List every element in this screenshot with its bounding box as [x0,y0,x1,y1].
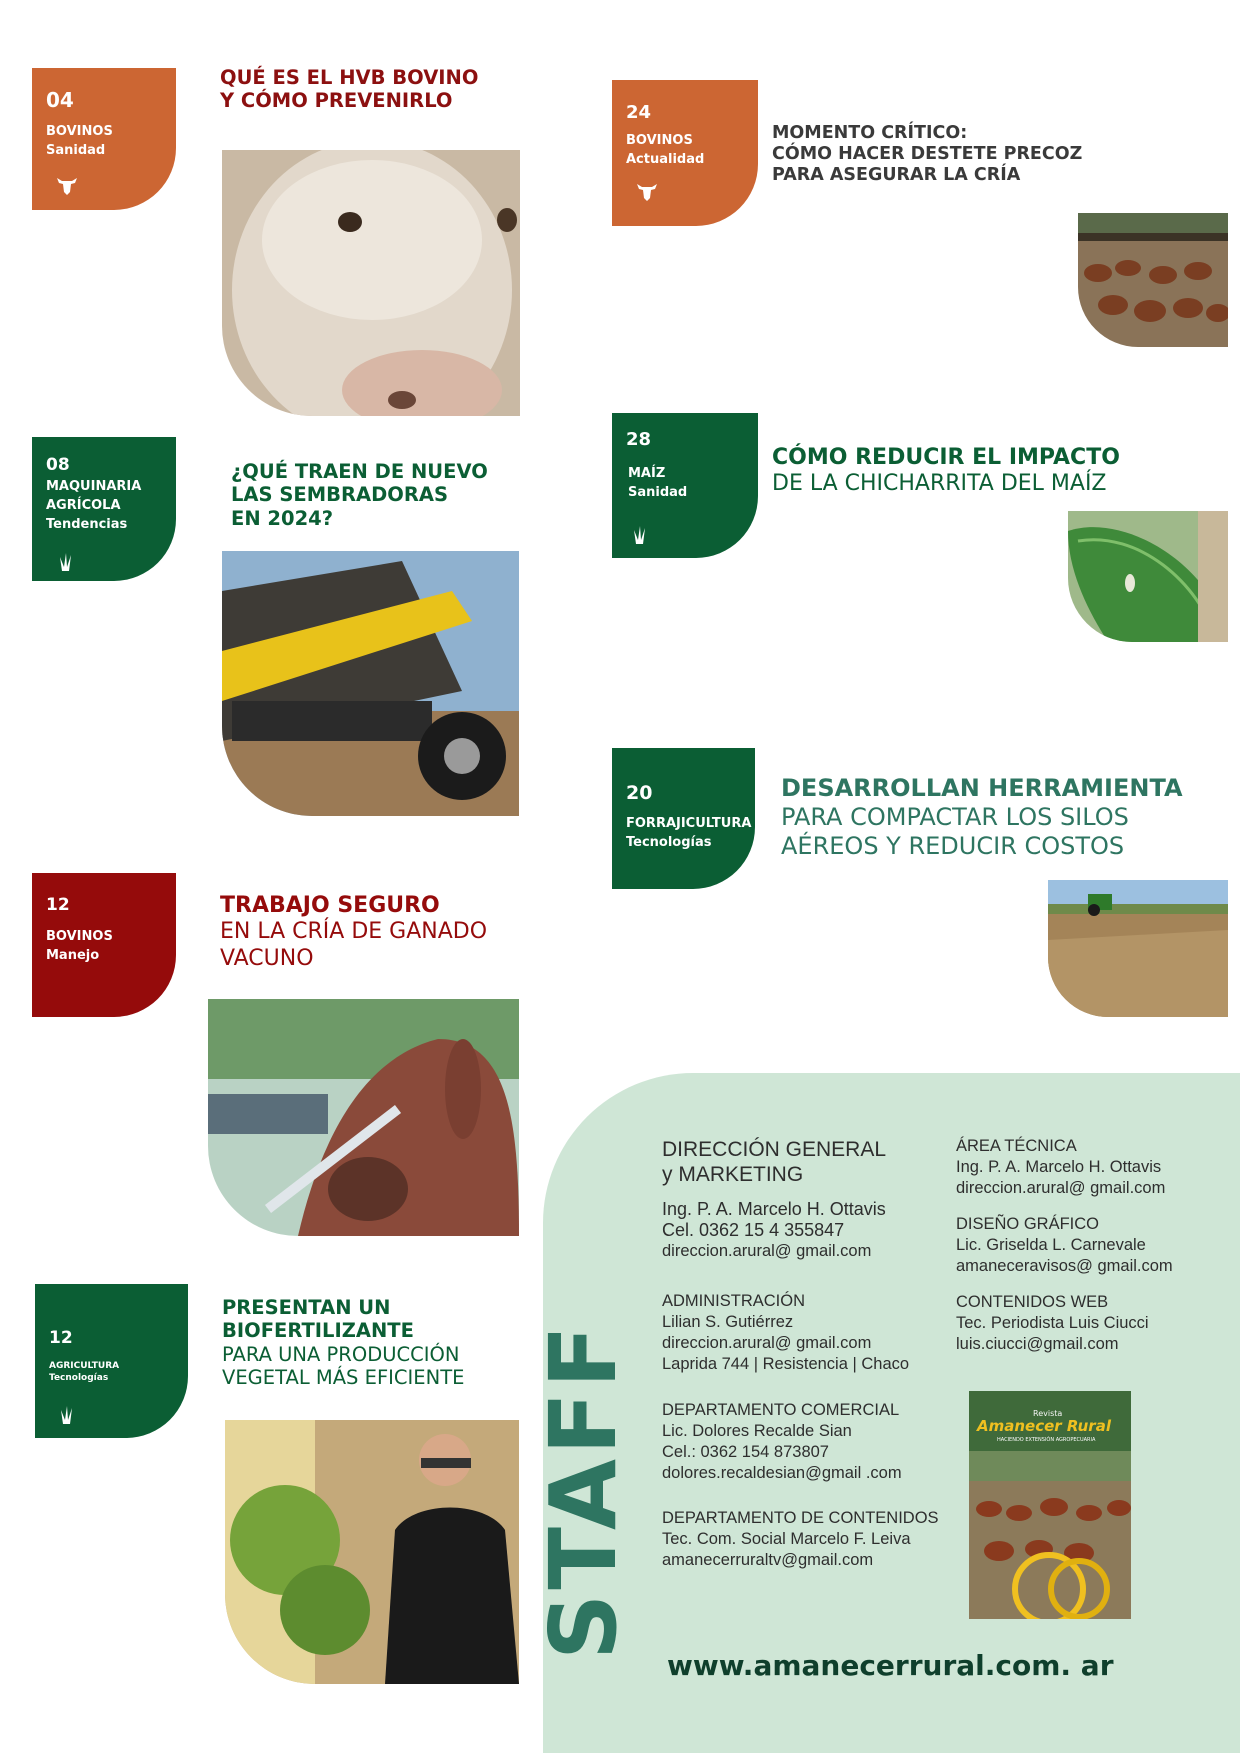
lab-plants-photo [225,1420,519,1684]
headline-12-agricultura[interactable]: PRESENTAN UN BIOFERTILIZANTE PARA UNA PRODUCCIÓN VEGETAL MÁS EFICIENTE [222,1296,465,1390]
subcategory-label: Tecnologías [49,1373,109,1383]
cow-face-photo [222,150,520,416]
staff-administracion: ADMINISTRACIÓN Lilian S. Gutiérrez direccion.arural@ gmail.com Laprida 744 | Resistencia | Chaco [662,1292,910,1373]
calf-vaccination-photo [208,999,519,1236]
cow-icon [54,174,80,196]
subcategory-label: Sanidad [46,143,106,158]
page-number: 20 [626,782,653,804]
corn-leaf-photo [1068,511,1228,642]
cover-tagline: HACIENDO EXTENSIÓN AGROPECUARIA [997,1437,1096,1443]
staff-contenidos: DEPARTAMENTO DE CONTENIDOS Tec. Com. Social Marcelo F. Leiva amanecerruraltv@gmail.com [662,1509,939,1569]
magazine-cover [969,1391,1131,1619]
grass-icon [57,1402,83,1424]
section-tag-08 [32,437,176,581]
subcategory-label: Tecnologías [626,835,712,850]
category-label: AGRICULTURA [49,1361,120,1371]
staff-tecnica: ÁREA TÉCNICA Ing. P. A. Marcelo H. Ottavis direccion.arural@ gmail.com [956,1137,1166,1197]
seeder-photo [222,551,519,816]
page-number: 08 [46,455,70,475]
page-number: 04 [46,88,74,112]
staff-direccion: DIRECCIÓN GENERAL y MARKETING Ing. P. A. Marcelo H. Ottavis Cel. 0362 15 4 355847 direccion.arural@ gmail.com [662,1138,887,1260]
page-number: 24 [626,102,652,123]
headline-24[interactable]: MOMENTO CRÍTICO: CÓMO HACER DESTETE PRECOZ PARA ASEGURAR LA CRÍA [772,123,1083,185]
cover-brand: Amanecer Rural [977,1417,1111,1435]
category-label: FORRAJICULTURA [626,816,752,831]
category-label: MAQUINARIA [46,479,142,494]
headline-12-bovinos[interactable]: TRABAJO SEGURO EN LA CRÍA DE GANADO VACUNO [220,893,488,971]
category-label: BOVINOS [626,133,693,148]
grass-icon [630,522,656,544]
section-tag-24 [612,80,758,226]
headline-28[interactable]: CÓMO REDUCIR EL IMPACTO DE LA CHICHARRITA DEL MAÍZ [772,445,1120,497]
section-tag-12-agricultura [35,1284,188,1438]
website-url[interactable]: www.amanecerrural.com. ar [667,1649,1114,1682]
headline-04[interactable]: QUÉ ES EL HVB BOVINO Y CÓMO PREVENIRLO [220,66,479,113]
staff-web: CONTENIDOS WEB Tec. Periodista Luis Ciucci luis.ciucci@gmail.com [956,1293,1149,1353]
cover-revista: Revista [1033,1409,1063,1418]
section-tag-28 [612,413,758,558]
tractor-field-photo [1048,880,1228,1017]
category-label: MAÍZ [628,466,666,481]
subcategory-label: Actualidad [626,152,705,167]
staff-diseno: DISEÑO GRÁFICO Lic. Griselda L. Carnevale amaneceravisos@ gmail.com [956,1215,1173,1275]
cow-icon [634,180,660,202]
headline-08[interactable]: ¿QUÉ TRAEN DE NUEVO LAS SEMBRADORAS EN 2024? [231,460,488,530]
page-number: 12 [49,1328,73,1348]
subcategory-label: Tendencias [46,517,128,532]
headline-20[interactable]: DESARROLLAN HERRAMIENTA PARA COMPACTAR LOS SILOS AÉREOS Y REDUCIR COSTOS [781,774,1183,860]
page-number: 28 [626,429,652,450]
grass-icon [56,549,82,571]
section-tag-04 [32,68,176,210]
subcategory-label: Sanidad [628,485,688,500]
section-tag-12-bovinos [32,873,176,1017]
herd-photo [1078,213,1228,347]
category-label-2: AGRÍCOLA [46,498,121,513]
staff-comercial: DEPARTAMENTO COMERCIAL Lic. Dolores Recalde Sian Cel.: 0362 154 873807 dolores.recaldesian@gmail .com [662,1401,902,1482]
category-label: BOVINOS [46,929,113,944]
category-label: BOVINOS [46,124,113,139]
section-tag-20 [612,748,755,889]
page-number: 12 [46,895,70,915]
subcategory-label: Manejo [46,948,100,963]
